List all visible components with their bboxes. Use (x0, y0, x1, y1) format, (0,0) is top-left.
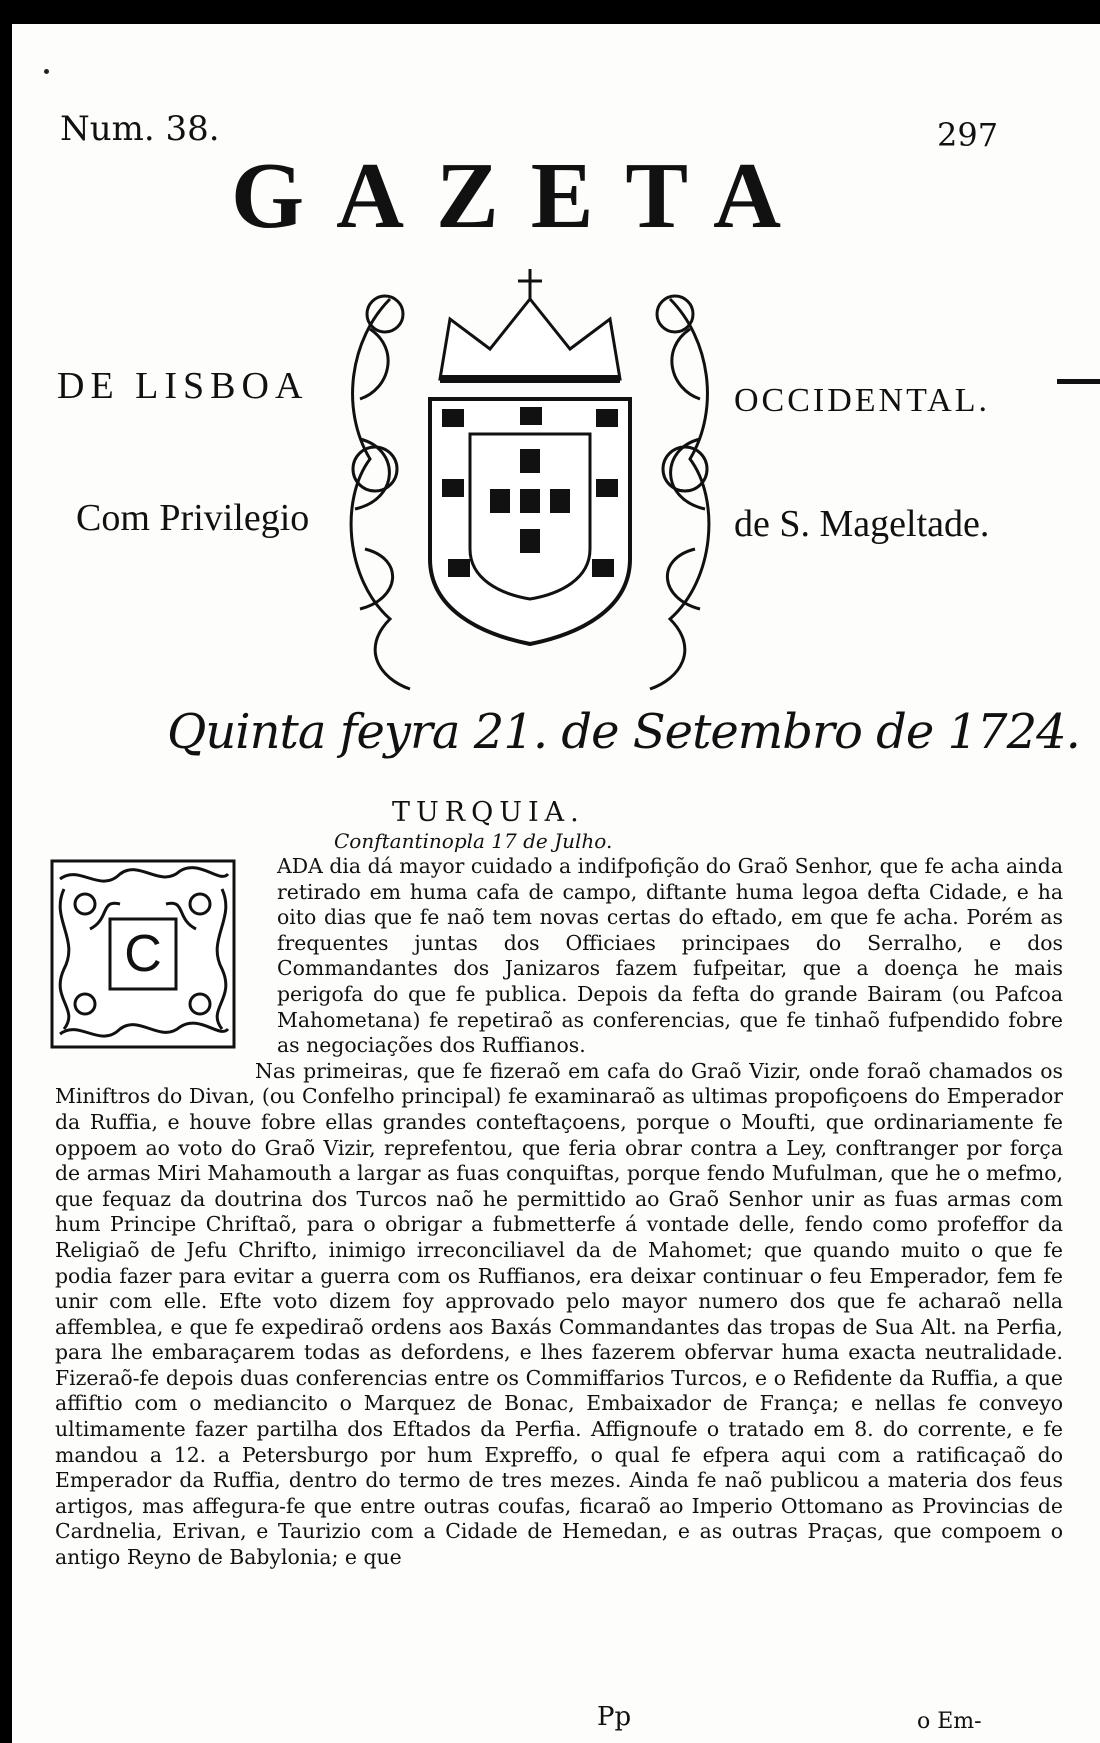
edge-mark (1057, 379, 1100, 384)
newspaper-page (12, 24, 1100, 1743)
article-opening: ADA dia dá mayor cuidado a indifpofição do Graõ Senhor, que fe acha ainda retirado em huma cafa de campo, diftante huma legoa defta Cidade, e ha oito dias que fe naõ tem novas certas do eftado, em que fe acha. Porém as frequentes juntas dos Officiaes principaes do Serralho, e dos Commandantes dos Janizaros fazem fufpeitar, que a doença he mais perigofa do que fe publica. Depois da fefta do grande Bairam (ou Pafcoa Mahometana) fe repetiraõ as conferencias, que fe tinhaõ fufpendido fobre as negociações dos Ruffianos. (277, 854, 1063, 1058)
ink-speck (44, 69, 49, 74)
royal-coat-of-arms-icon (330, 259, 730, 703)
section-dateline: Conftantinopla 17 de Julho. (334, 829, 613, 853)
privilege-right: de S. Mageltade. (734, 503, 990, 545)
masthead-subtitle-left: DE LISBOA (57, 365, 309, 407)
issue-date: Quinta feyra 21. de Setembro de 1724. (167, 704, 1080, 760)
issue-number: Num. 38. (60, 109, 220, 149)
masthead-subtitle-right: OCCIDENTAL. (734, 382, 990, 419)
article-body (55, 854, 1063, 1571)
page-number: 297 (937, 116, 999, 154)
initial-letter: C (124, 925, 162, 983)
privilege-left: Com Privilegio (76, 497, 310, 539)
article-paragraph: Nas primeiras, que fe fizeraõ em cafa do Graõ Vizir, onde foraõ chamados os Miniftros do Divan, (ou Confelho principal) fe examinaraõ as ultimas propofiçoens do Emperador da Ruffia, e houve fobre ellas grandes conteftaçoens, porque o Moufti, que ordinariamente fe oppoem ao voto do Graõ Vizir, reprefentou, que feria obrar contra a Ley, conftranger por força de armas Miri Mahamouth a largar as fuas conquiftas, porque fendo Mufulman, que he o mefmo, que fequaz da doutrina dos Turcos naõ he permittido ao Graõ Senhor unir as fuas armas com hum Principe Chriftaõ, para o obrigar a fubmetterfe á vontade delle, fendo como profeffor da Religiaõ de Jefu Chrifto, inimigo irreconciliavel da de Mahomet; que quando muito o que fe podia fazer para evitar a guerra com os Ruffianos, era deixar continuar o feu Emperador, fem fe unir com elle. Efte voto dizem foy approvado pelo mayor numero dos que fe acharaõ nella affemblea, e que fe expediraõ ordens aos Baxás Commandantes das tropas de Sua Alt. na Perfia, para lhe embaraçarem todas as defordens, e lhes fazerem obfervar huma exacta neutralidade. Fizeraõ-fe depois duas conferencias entre os Commiffarios Turcos, e o Refidente da Ruffia, a que affiftio com o mediancito o Marquez de Bonac, Embaixador de França; e nellas fe conveyo ultimamente fazer partilha dos Eftados da Perfia. Affignoufe o tratado em 8. do corrente, e fe mandou a 12. a Petersburgo por hum Expreffo, o qual fe efpera aqui com a ratificaçaõ do Emperador da Ruffia, dentro do termo de tres mezes. Ainda fe naõ publicou a materia dos feus artigos, mas affegura-fe que entre outras coufas, ficaraõ ao Imperio Ottomano as Provincias de Cardnelia, Erivan, e Taurizio com a Cidade de Hemedan, e as outras Praças, que compoem o antigo Reyno de Babylonia; e que (55, 1058, 1063, 1570)
signature-mark: Pp (597, 1702, 632, 1732)
catchword: o Em- (917, 1709, 982, 1734)
masthead-title: GAZETA (231, 144, 813, 248)
section-heading: TURQUIA. (392, 797, 585, 828)
